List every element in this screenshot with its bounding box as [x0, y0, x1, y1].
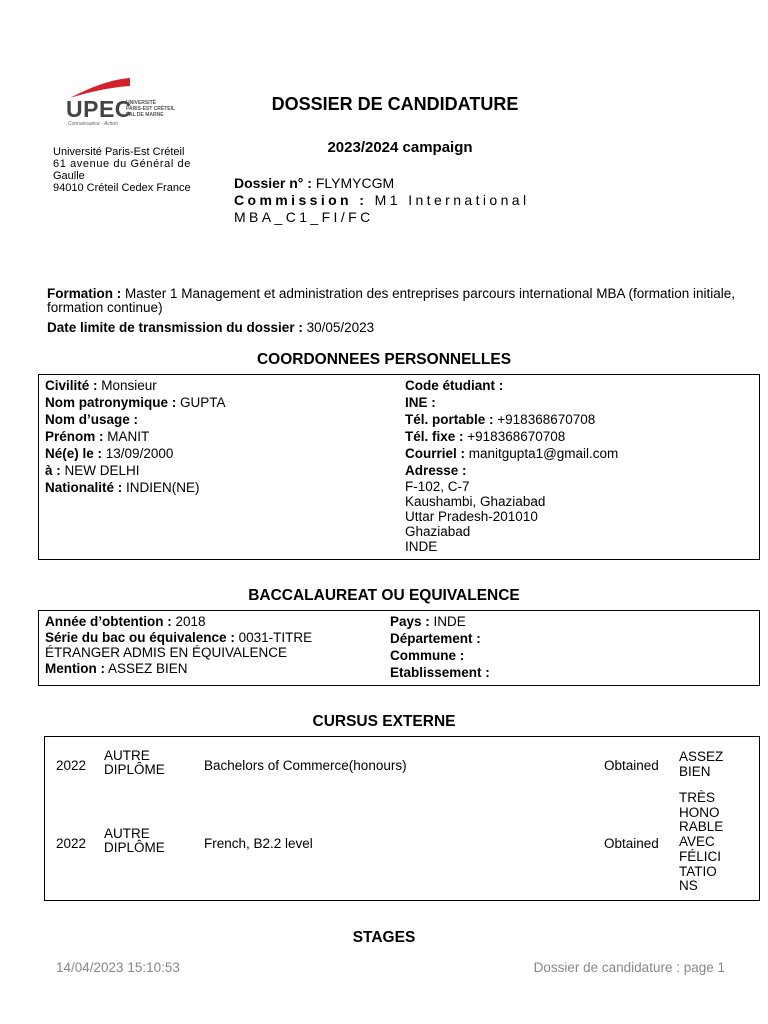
- cursus-mention: ASSEZ BIEN: [679, 749, 724, 779]
- table-row: [45, 745, 759, 785]
- cursus-diploma-name: Bachelors of Commerce(honours): [204, 758, 407, 773]
- field-serie-bac: Série du bac ou équivalence : 0031-TITRE: [45, 630, 313, 645]
- field-annee-obtention: Année d’obtention : 2018: [45, 614, 206, 629]
- document-title: DOSSIER DE CANDIDATURE: [271, 94, 519, 114]
- field-pays: Pays : INDE: [390, 614, 466, 629]
- field-civilite: Civilité : Monsieur: [45, 378, 157, 393]
- logo-tagline: Connaissance · Action: [68, 121, 118, 127]
- deadline: Date limite de transmission du dossier : 30/05/2023: [47, 320, 375, 335]
- cursus-status: Obtained: [604, 836, 659, 851]
- field-lieu-naissance: à : NEW DELHI: [45, 463, 140, 478]
- field-nom-usage: Nom d’usage :: [45, 412, 139, 427]
- campaign-label: 2023/2024 campaign: [327, 139, 473, 156]
- address-line: Kaushambi, Ghaziabad: [405, 494, 546, 509]
- address-line: F-102, C-7: [405, 479, 470, 494]
- field-etablissement: Etablissement :: [390, 665, 490, 680]
- cursus-year: 2022: [56, 836, 87, 851]
- formation: Formation : Master 1 Management et administration des entreprises parcours international MBA (formation initiale, formation continue): [47, 286, 736, 315]
- bac-left: [45, 613, 312, 677]
- field-tel-portable: Tél. portable : +918368670708: [405, 412, 596, 427]
- commission: Commission : M1 International MBA_C1_FI/FC: [234, 192, 530, 225]
- section-title-stages: STAGES: [352, 929, 416, 946]
- cursus-status: Obtained: [604, 758, 659, 773]
- field-code-etudiant: Code étudiant :: [405, 378, 504, 393]
- logo-text: UPEC: [66, 96, 132, 122]
- section-title-bac: BACCALAUREAT OU EQUIVALENCE: [248, 587, 520, 604]
- field-serie-bac-cont: ÉTRANGER ADMIS EN ÉQUIVALENCE: [45, 645, 288, 660]
- table-row: [45, 789, 759, 899]
- field-commune: Commune :: [390, 648, 465, 663]
- logo-side-text: UNIVERSITÉ PARIS-EST CRÉTEIL VAL DE MARNE: [126, 100, 176, 118]
- address-line: Uttar Pradesh-201010: [405, 509, 538, 524]
- field-tel-fixe: Tél. fixe : +918368670708: [405, 429, 566, 444]
- bac-box: [38, 610, 760, 686]
- section-title-coordonnees: COORDONNEES PERSONNELLES: [256, 351, 512, 368]
- address-line: INDE: [405, 539, 438, 554]
- address-line: 61 avenue du Général de: [53, 158, 191, 170]
- footer-page: Dossier de candidature : page 1: [533, 960, 725, 975]
- address-line: 94010 Créteil Cedex France: [53, 182, 191, 194]
- university-address: [53, 146, 223, 194]
- field-ine: INE :: [405, 395, 436, 410]
- coordonnees-right: [405, 377, 618, 554]
- field-nationalite: Nationalité : INDIEN(NE): [45, 480, 200, 495]
- field-departement: Département :: [390, 631, 481, 646]
- dossier-number: Dossier n° : FLYMYCGM: [234, 175, 395, 191]
- cursus-year: 2022: [56, 758, 87, 773]
- address-line: Gaulle: [53, 170, 85, 182]
- field-mention: Mention : ASSEZ BIEN: [45, 661, 188, 676]
- address-block: [405, 479, 618, 554]
- cursus-mention: TRÈS HONO RABLE AVEC FÉLICI TATIO NS: [679, 790, 724, 894]
- field-adresse: Adresse :: [405, 463, 467, 478]
- coordonnees-left: [45, 377, 226, 496]
- footer-timestamp: 14/04/2023 15:10:53: [56, 960, 180, 975]
- cursus-type: AUTRE DIPLÔME: [104, 826, 165, 855]
- bac-right: [390, 613, 490, 681]
- cursus-box: [44, 736, 760, 901]
- field-courriel: Courriel : manitgupta1@gmail.com: [405, 446, 619, 461]
- field-date-naissance: Né(e) le : 13/09/2000: [45, 446, 174, 461]
- university-name: Université Paris-Est Créteil: [53, 146, 185, 158]
- cursus-type: AUTRE DIPLÔME: [104, 748, 165, 777]
- section-title-cursus: CURSUS EXTERNE: [312, 713, 456, 730]
- upec-logo: [64, 78, 204, 130]
- coordonnees-box: [38, 374, 760, 560]
- cursus-diploma-name: French, B2.2 level: [204, 836, 313, 851]
- address-line: Ghaziabad: [405, 524, 471, 539]
- field-prenom: Prénom : MANIT: [45, 429, 150, 444]
- field-nom-patronymique: Nom patronymique : GUPTA: [45, 395, 226, 410]
